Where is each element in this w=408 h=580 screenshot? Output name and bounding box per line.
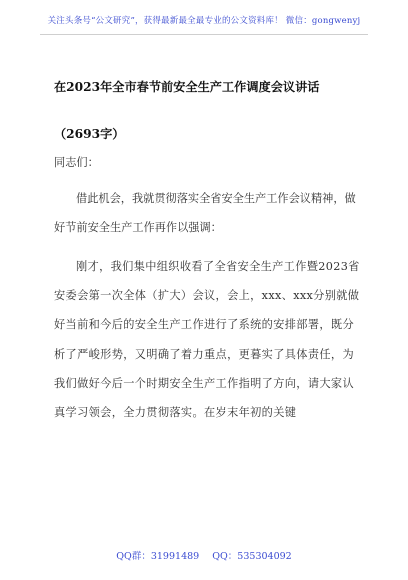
paragraph-1: 借此机会，我就贯彻落实全省安全生产工作会议精神，做好节前安全生产工作再作以强调：	[54, 192, 356, 235]
footer-contact	[0, 548, 408, 562]
greeting: 同志们：	[54, 156, 99, 169]
document-title: 在2023年全市春节前安全生产工作调度会议讲话（2693字）	[54, 80, 320, 141]
paragraph-2: 刚才，我们集中组织收看了全省安全生产工作暨2023省安委会第一次全体（扩大）会议，会上，xxx、xxx分别就做好当前和今后的安全生产工作进行了系统的安排部署，既分析了严峻形势，又明确了着力重点，更暮实了具体责任，为我们做好今后一个时期安全生产工作指明了方向，请大家认真学习领会，全力贯彻落实。在岁末年初的关键	[54, 260, 360, 420]
header-divider	[40, 34, 368, 35]
footer-qq-group: QQ群：31991489	[116, 551, 200, 562]
header-promo-note: 关注头条号“公文研究”，获得最新最全最专业的公文资料库！ 微信：gongwenyj	[47, 16, 361, 26]
footer-qq: QQ：535304092	[212, 551, 292, 562]
